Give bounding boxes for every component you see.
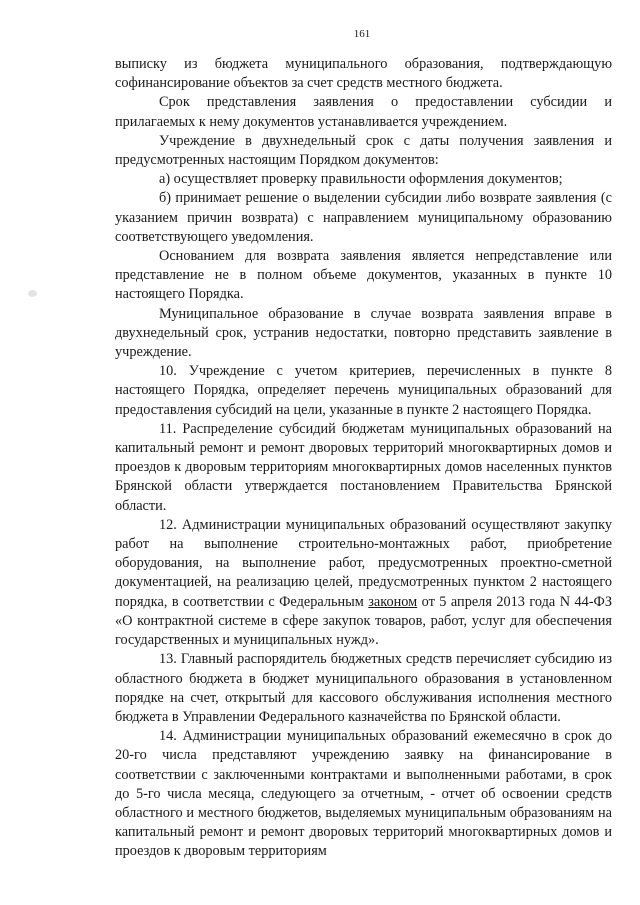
paragraph-submission-deadline: Срок представления заявления о предоставлении субсидии и прилагаемых к нему документов устанавливается учреждением. [115, 94, 612, 130]
paragraph-clause-12 [115, 516, 612, 650]
federal-law-link[interactable]: законом [368, 593, 418, 610]
clause-12-text-start: 12. Администрации муниципальных образований осуществляют закупку работ на выполнение строительно-монтажных работ, приобретение оборудования, на выполнение работ, предусмотренных проектно-сметной документацией, на реализацию целей, предусмотренных пунктом 2 настоящего порядка, в соответствии с Федеральным [115, 516, 612, 610]
paragraph-resubmission: Муниципальное образование в случае возврата заявления вправе в двухнедельный срок, устранив недостатки, повторно представить заявление в учреждение. [115, 305, 612, 361]
paragraph-clause-11: 11. Распределение субсидий бюджетам муниципальных образований на капитальный ремонт и ремонт дворовых территорий многоквартирных домов и проездов к дворовым территориям многоквартирных домов населенных пунктов Брянской области утверждается постановлением Правительства Брянской области. [115, 420, 612, 514]
page-number: 161 [353, 28, 371, 40]
document-body [115, 55, 612, 862]
paragraph-continuation: выписку из бюджета муниципального образования, подтверждающую софинансирование объектов за счет средств местного бюджета. [115, 56, 612, 92]
paragraph-item-a: а) осуществляет проверку правильности оформления документов; [159, 171, 563, 188]
paragraph-item-b: б) принимает решение о выделении субсидии либо возврате заявления (с указанием причин возврата) с направлением муниципальному образованию соответствующего уведомления. [115, 190, 612, 245]
paragraph-clause-14: 14. Администрации муниципальных образований ежемесячно в срок до 20-го числа представляют учреждению заявку на финансирование в соответствии с заключенными контрактами и выполненными работами, в срок до 5-го числа месяца, следующего за отчетным, - отчет об освоении средств областного и местного бюджетов, выделяемых муниципальным образованиям на капитальный ремонт и ремонт дворовых территорий многоквартирных домов и проездов к дворовым территориям [115, 728, 612, 860]
clause-12-text-end: от 5 апреля 2013 года N 44-ФЗ «О контрактной системе в сфере закупок товаров, работ, услуг для обеспечения государственных и муниципальных нужд». [115, 593, 612, 649]
paragraph-review-period: Учреждение в двухнедельный срок с даты получения заявления и предусмотренных настоящим Порядком документов: [115, 132, 612, 169]
paragraph-clause-13: 13. Главный распорядитель бюджетных средств перечисляет субсидию из областного бюджета в бюджет муниципального образования в установленном порядке на счет, открытый для кассового обслуживания исполнения местного бюджета в Управлении Федерального казначейства по Брянской области. [115, 651, 612, 725]
paragraph-return-grounds: Основанием для возврата заявления является непредставление или представление не в полном объеме документов, указанных в пункте 10 настоящего Порядка. [115, 248, 612, 303]
scan-artifact [28, 290, 37, 297]
paragraph-clause-10: 10. Учреждение с учетом критериев, перечисленных в пункте 8 настоящего Порядка, определяет перечень муниципальных образований для предоставления субсидий на цели, указанные в пункте 2 настоящего Порядка. [115, 363, 612, 418]
